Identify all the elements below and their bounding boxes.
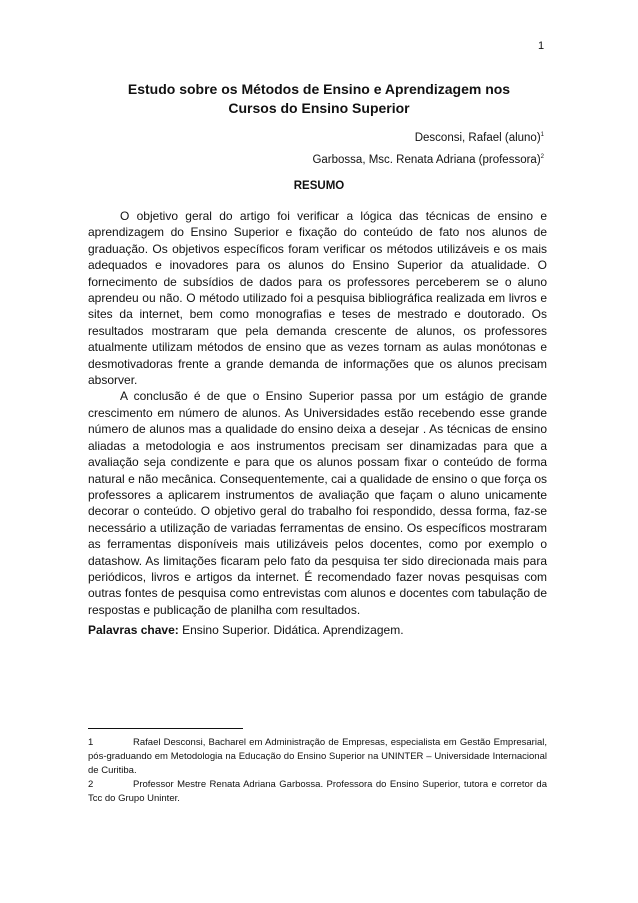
footnote-ref: 2 [540, 153, 544, 160]
abstract-paragraph: O objetivo geral do artigo foi verificar a lógica das técnicas de ensino e aprendizagem do Ensino Superior e fixação do conteúdo de fato nos alunos de graduação. Os objetivos específicos foram verificar os métodos utilizáveis e os mais adequados e inovadores para os alunos do Ensino Superior da atualidade. O fornecimento de subsídios de dados para os professores perceberem se o aluno aprendeu ou não. O método utilizado foi a pesquisa bibliográfica realizada em livros e sites da internet, bem como monografias e teses de mestrado e doutorado. Os resultados mostraram que pela demanda crescente de alunos, os professores atualmente utilizam métodos de ensino que as vezes tornam as aulas monótonas e desmotivadoras frente a grande demanda de informações que os alunos precisam absorver. [88, 209, 547, 388]
footnote [88, 736, 547, 778]
title-line-2: Cursos do Ensino Superior [228, 100, 410, 116]
page-number: 1 [538, 40, 545, 52]
abstract-heading: RESUMO [293, 180, 345, 192]
title-line-1: Estudo sobre os Métodos de Ensino e Aprendizagem nos [127, 81, 511, 97]
document-title [88, 80, 550, 118]
keywords-label: Palavras chave: [88, 623, 179, 637]
footnote [88, 778, 547, 806]
author-1 [88, 126, 544, 148]
keywords-text: Ensino Superior. Didática. Aprendizagem. [178, 623, 404, 637]
author-2 [88, 148, 544, 170]
footnote-number: 2 [88, 779, 94, 790]
author-name: Desconsi, Rafael (aluno) [414, 131, 541, 144]
footnotes [88, 736, 547, 806]
footnote-divider [88, 728, 243, 729]
keywords [88, 622, 547, 638]
footnote-number: 1 [88, 737, 94, 748]
footnote-text: Rafael Desconsi, Bacharel em Administração de Empresas, especialista em Gestão Empresarial, pós-graduando em Metodologia na Educação do Ensino Superior na UNINTER – Universidade Internacional de Curitiba. [88, 737, 547, 776]
author-name: Garbossa, Msc. Renata Adriana (professora) [312, 153, 541, 166]
abstract-body [88, 208, 547, 618]
footnote-text: Professor Mestre Renata Adriana Garbossa. Professora do Ensino Superior, tutora e corretor da Tcc do Grupo Uninter. [88, 779, 547, 804]
footnote-ref: 1 [540, 132, 544, 138]
abstract-paragraph: A conclusão é de que o Ensino Superior passa por um estágio de grande crescimento em número de alunos. As Universidades estão recebendo esse grande número de alunos mas a qualidade do ensino deixa a desejar . As técnicas de ensino aliadas a metodologia e aos instrumentos precisam ser dinamizadas para que a avaliação seja condizente e para que os alunos possam fixar o conteúdo de forma natural e não mecânica. Consequentemente, cai a qualidade de ensino o que força os professores a aplicarem instrumentos de avaliação que façam o aluno unicamente decorar o conteúdo. O objetivo geral do trabalho foi respondido, dessa forma, faz-se necessário a utilização de variadas ferramentas de ensino. Os específicos mostraram as ferramentas disponíveis mais utilizáveis pelos docentes, como por exemplo o datashow. As limitações ficaram pelo fato da pesquisa ter sido direcionada mais para periódicos, livros e artigos da internet. É recomendado fazer novas pesquisas com outras fontes de pesquisa como entrevistas com alunos e docentes com tabulação de respostas e publicação de planilha com resultados. [88, 389, 547, 617]
author-list [88, 126, 544, 170]
